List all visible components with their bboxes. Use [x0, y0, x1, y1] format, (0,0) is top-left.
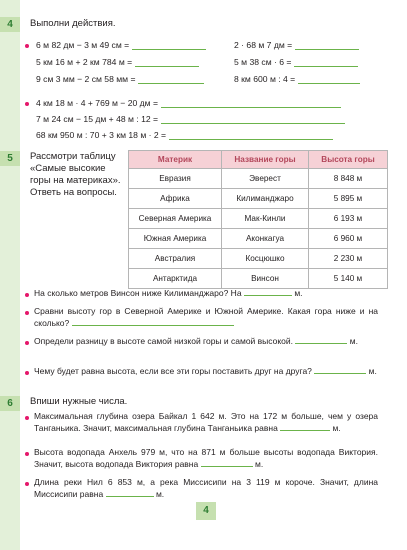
page-number: 4 [196, 502, 216, 520]
expression-row: 8 км 600 м : 4 = [234, 74, 360, 84]
question-1: На сколько метров Винсон ниже Килиманджаро? На м. [34, 288, 303, 298]
expression-row: 2 · 68 м 7 дм = [234, 40, 359, 50]
bullet [25, 371, 29, 375]
answer-blank[interactable] [244, 287, 292, 296]
paragraph-3: Длина реки Нил 6 853 м, а река Миссисипи на 3 119 м короче. Значит, длина Миссисипи равна м. [34, 477, 378, 499]
bullet [25, 311, 29, 315]
bullet [25, 341, 29, 345]
answer-blank[interactable] [72, 317, 234, 326]
expression-row: 7 м 24 см − 15 дм + 48 м : 12 = [36, 114, 345, 124]
table-row: Австралия Косцюшко 2 230 м [129, 249, 388, 269]
expression-row: 5 м 38 см · 6 = [234, 57, 358, 67]
bullet [25, 44, 29, 48]
mountains-table [128, 150, 388, 289]
expression-row: 68 км 950 м : 70 + 3 км 18 м · 2 = [36, 130, 333, 140]
bullet [25, 102, 29, 106]
answer-blank[interactable] [161, 99, 341, 108]
answer-blank[interactable] [138, 75, 204, 84]
answer-blank[interactable] [169, 131, 333, 140]
expression-row: 9 см 3 мм − 2 см 58 мм = [36, 74, 204, 84]
answer-blank[interactable] [161, 115, 345, 124]
column-header: Название горы [222, 151, 309, 169]
answer-blank[interactable] [280, 422, 330, 431]
answer-blank[interactable] [135, 58, 199, 67]
bullet [25, 452, 29, 456]
task-number: 5 [0, 151, 20, 166]
answer-blank[interactable] [295, 41, 359, 50]
task-title: Выполни действия. [30, 18, 116, 29]
left-margin-strip [0, 0, 20, 550]
answer-blank[interactable] [294, 58, 358, 67]
bullet [25, 482, 29, 486]
column-header: Материк [129, 151, 222, 169]
paragraph-1: Максимальная глубина озера Байкал 1 642 м. Это на 172 м больше, чем у озера Танганьика. Значит, максимальная глубина Танганьика равна м. [34, 411, 378, 433]
table-row: Евразия Эверест 8 848 м [129, 169, 388, 189]
bullet [25, 416, 29, 420]
table-row: Южная Америка Аконкагуа 6 960 м [129, 229, 388, 249]
answer-blank[interactable] [314, 365, 366, 374]
expression-row: 6 м 82 дм − 3 м 49 см = [36, 40, 206, 50]
task-number: 6 [0, 396, 20, 411]
question-4: Чему будет равна высота, если все эти горы поставить друг на друга? м. [34, 366, 377, 376]
answer-blank[interactable] [201, 458, 253, 467]
task-number: 4 [0, 17, 20, 32]
bullet [25, 293, 29, 297]
answer-blank[interactable] [106, 488, 154, 497]
paragraph-2: Высота водопада Анхель 979 м, что на 871 м больше высоты водопада Виктория. Значит, высота водопада Виктория равна м. [34, 447, 378, 469]
task-title: Рассмотри таблицу «Самые высокие горы на материках». Ответь на вопросы. [30, 151, 121, 198]
expression-row: 5 км 16 м + 2 км 784 м = [36, 57, 199, 67]
table-row: Антарктида Винсон 5 140 м [129, 269, 388, 289]
task-title: Впиши нужные числа. [30, 396, 128, 407]
answer-blank[interactable] [295, 335, 347, 344]
question-2: Сравни высоту гор в Северной Америке и Южной Америке. Какая гора ниже и на сколько? [34, 306, 378, 328]
answer-blank[interactable] [132, 41, 206, 50]
table-header-row [129, 151, 388, 169]
table-row: Северная Америка Мак-Кинли 6 193 м [129, 209, 388, 229]
column-header: Высота горы [309, 151, 388, 169]
answer-blank[interactable] [298, 75, 360, 84]
expression-row: 4 км 18 м · 4 + 769 м − 20 дм = [36, 98, 341, 108]
table-row: Африка Килиманджаро 5 895 м [129, 189, 388, 209]
question-3: Определи разницу в высоте самой низкой горы и самой высокой. м. [34, 336, 358, 346]
